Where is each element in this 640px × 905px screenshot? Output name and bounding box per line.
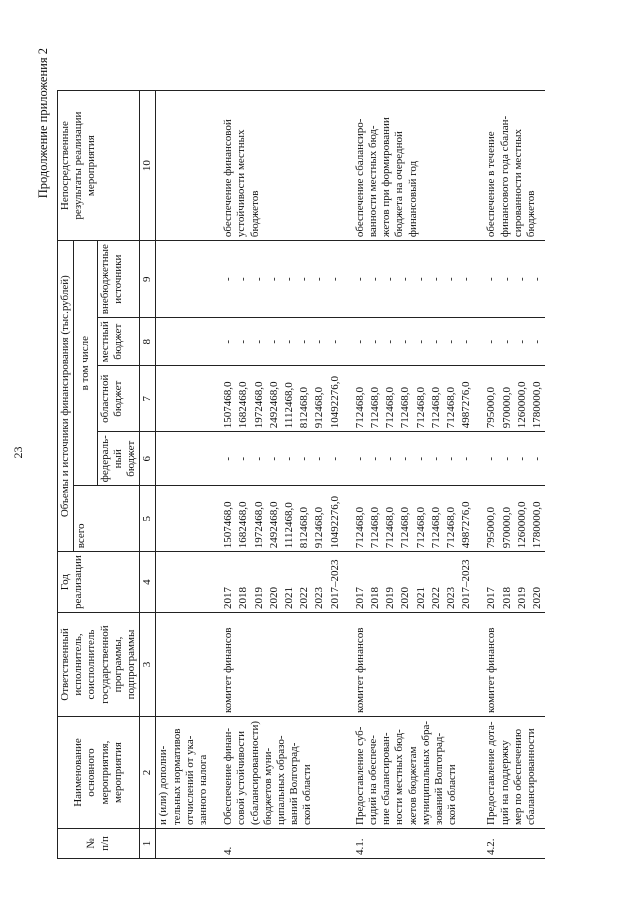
cell-total: 1972468,0	[252, 486, 267, 552]
cell-regional: 712468,0	[353, 366, 368, 432]
cell-offbudget: -	[312, 241, 327, 318]
section-result: обеспечение сбалансиро- ванности местных бюд- жетов при формировании бюджета на очередной финансовый год	[353, 91, 475, 241]
cell-local: -	[484, 318, 499, 366]
header-number-4: 4	[140, 552, 156, 613]
spacer-row	[343, 91, 353, 859]
header-number-1: 1	[140, 829, 156, 859]
cell-local: -	[515, 318, 530, 366]
cell-regional: 970000,0	[500, 366, 515, 432]
cell-offbudget: -	[368, 241, 383, 318]
cell-regional: 712468,0	[414, 366, 429, 432]
header-regional: областной бюджет	[97, 366, 140, 432]
cell-local: -	[500, 318, 515, 366]
cell-federal: -	[312, 432, 327, 486]
cell-regional: 712468,0	[444, 366, 459, 432]
cell-year: 2020	[398, 552, 413, 613]
header-number-7: 7	[140, 366, 156, 432]
header-executor: Ответственный исполнитель, соисполнитель государственной программы, подпрограммы	[58, 613, 140, 717]
header-number-2: 2	[140, 717, 156, 829]
cell-federal: -	[459, 432, 474, 486]
header-num: № п/п	[58, 829, 140, 859]
section-name: Обеспечение финан- совой устойчивости (сбалансированности) бюджетов муни- ципальных образо- ваний Волгоград- ской области	[221, 717, 343, 829]
cell-local: -	[328, 318, 343, 366]
cell-year: 2020	[530, 552, 545, 613]
header-number-row	[140, 91, 156, 859]
cell-regional: 1507468,0	[221, 366, 236, 432]
cell-local: -	[267, 318, 282, 366]
cell-total: 712468,0	[414, 486, 429, 552]
cell-regional: 712468,0	[429, 366, 444, 432]
cell-offbudget: -	[328, 241, 343, 318]
cell-federal: -	[368, 432, 383, 486]
cell-year: 2022	[429, 552, 444, 613]
cell-total: 1260000,0	[515, 486, 530, 552]
cell-year: 2017	[484, 552, 499, 613]
cell-offbudget: -	[267, 241, 282, 318]
section-name: Предоставление суб- сидий на обеспече- ние сбалансирован- ности местных бюд- жетов бюджетам муниципальных обра- зований Волгоград- ской области	[353, 717, 475, 829]
section-number: 4.1.	[353, 829, 475, 859]
cell-year: 2017	[353, 552, 368, 613]
cell-local: -	[297, 318, 312, 366]
cell-federal: -	[282, 432, 297, 486]
cell-local: -	[429, 318, 444, 366]
table-row	[156, 91, 211, 859]
cell-federal: -	[530, 432, 545, 486]
cell-offbudget: -	[221, 241, 236, 318]
header-funding-group: Объемы и источники финансирования (тыс.рублей)	[58, 241, 74, 552]
header-number-8: 8	[140, 318, 156, 366]
table-body	[156, 91, 545, 859]
cell-local: -	[236, 318, 251, 366]
spacer-row	[474, 91, 484, 859]
cell-offbudget: -	[297, 241, 312, 318]
cell-year: 2017–2023	[328, 552, 343, 613]
cell-federal: -	[444, 432, 459, 486]
cell-local: -	[312, 318, 327, 366]
cell-total: 912468,0	[312, 486, 327, 552]
header-offbudget: внебюджетные источники	[97, 241, 140, 318]
cell-year: 2017	[221, 552, 236, 613]
cell-year: 2021	[414, 552, 429, 613]
cell-year: 2018	[500, 552, 515, 613]
cell-regional: 10492276,0	[328, 366, 343, 432]
cell-federal: -	[383, 432, 398, 486]
page-number: 23	[11, 446, 25, 459]
table-header	[58, 91, 156, 859]
table-row	[353, 91, 368, 859]
cell-total: 1682468,0	[236, 486, 251, 552]
cell-offbudget: -	[515, 241, 530, 318]
header-number-5: 5	[140, 486, 156, 552]
cell-local: -	[530, 318, 545, 366]
cell-total: 812468,0	[297, 486, 312, 552]
header-number-10: 10	[140, 91, 156, 241]
cell-total: 712468,0	[368, 486, 383, 552]
header-number-6: 6	[140, 432, 156, 486]
cell-federal: -	[353, 432, 368, 486]
cell-total: 712468,0	[398, 486, 413, 552]
section-number: 4.2.	[484, 829, 545, 859]
header-result: Непосредственные результаты реализации мероприятия	[58, 91, 140, 241]
cell-offbudget: -	[500, 241, 515, 318]
cell-federal: -	[297, 432, 312, 486]
cell-year: 2022	[297, 552, 312, 613]
continuation-note: Продолжение приложения 2	[36, 48, 50, 199]
cell-total: 1780000,0	[530, 486, 545, 552]
cell-year: 2018	[368, 552, 383, 613]
cell-local: -	[353, 318, 368, 366]
cell-federal: -	[414, 432, 429, 486]
cell-federal: -	[252, 432, 267, 486]
cell-local: -	[221, 318, 236, 366]
section-executor: комитет финансов	[353, 613, 475, 717]
carryover-text: и (или) дополни- тельных нормативов отчислений от ука- занного налога	[156, 717, 211, 829]
section-number: 4.	[221, 829, 343, 859]
cell-year: 2023	[444, 552, 459, 613]
section-executor: комитет финансов	[484, 613, 545, 717]
cell-total: 2492468,0	[267, 486, 282, 552]
cell-offbudget: -	[429, 241, 444, 318]
cell-offbudget: -	[484, 241, 499, 318]
cell-total: 1112468,0	[282, 486, 297, 552]
cell-total: 712468,0	[444, 486, 459, 552]
cell-total: 4987276,0	[459, 486, 474, 552]
spacer-row	[211, 91, 221, 859]
cell-offbudget: -	[398, 241, 413, 318]
cell-year: 2017–2023	[459, 552, 474, 613]
cell-year: 2021	[282, 552, 297, 613]
cell-total: 712468,0	[353, 486, 368, 552]
header-local: местный бюджет	[97, 318, 140, 366]
cell-year: 2019	[383, 552, 398, 613]
cell-regional: 712468,0	[383, 366, 398, 432]
cell-regional: 4987276,0	[459, 366, 474, 432]
cell-year: 2019	[252, 552, 267, 613]
cell-federal: -	[236, 432, 251, 486]
cell-local: -	[252, 318, 267, 366]
cell-offbudget: -	[353, 241, 368, 318]
cell-federal: -	[484, 432, 499, 486]
cell-total: 712468,0	[383, 486, 398, 552]
header-number-3: 3	[140, 613, 156, 717]
cell-regional: 1780000,0	[530, 366, 545, 432]
cell-total: 1507468,0	[221, 486, 236, 552]
cell-year: 2019	[515, 552, 530, 613]
cell-offbudget: -	[282, 241, 297, 318]
cell-offbudget: -	[252, 241, 267, 318]
funding-table	[57, 90, 545, 859]
cell-federal: -	[515, 432, 530, 486]
header-including: в том числе	[74, 241, 97, 486]
cell-regional: 2492468,0	[267, 366, 282, 432]
cell-federal: -	[328, 432, 343, 486]
cell-regional: 1112468,0	[282, 366, 297, 432]
cell-federal: -	[398, 432, 413, 486]
header-year: Год реализации	[58, 552, 140, 613]
header-name: Наименование основного мероприятия, мероприятия	[58, 717, 140, 829]
table-row	[484, 91, 499, 859]
cell-offbudget: -	[383, 241, 398, 318]
cell-local: -	[282, 318, 297, 366]
cell-regional: 712468,0	[368, 366, 383, 432]
cell-total: 712468,0	[429, 486, 444, 552]
cell-local: -	[368, 318, 383, 366]
header-federal: федераль- ный бюджет	[97, 432, 140, 486]
cell-total: 795000,0	[484, 486, 499, 552]
cell-year: 2023	[312, 552, 327, 613]
table-row	[221, 91, 236, 859]
section-result: обеспечение финансовой устойчивости местных бюджетов	[221, 91, 343, 241]
cell-federal: -	[267, 432, 282, 486]
section-result: обеспечение в течение финансового года сбалан- сированности местных бюджетов	[484, 91, 545, 241]
cell-regional: 812468,0	[297, 366, 312, 432]
cell-offbudget: -	[414, 241, 429, 318]
cell-total: 10492276,0	[328, 486, 343, 552]
cell-regional: 912468,0	[312, 366, 327, 432]
cell-regional: 712468,0	[398, 366, 413, 432]
cell-local: -	[459, 318, 474, 366]
cell-regional: 1972468,0	[252, 366, 267, 432]
header-total: всего	[74, 486, 140, 552]
cell-year: 2020	[267, 552, 282, 613]
cell-local: -	[444, 318, 459, 366]
cell-offbudget: -	[236, 241, 251, 318]
cell-offbudget: -	[530, 241, 545, 318]
cell-federal: -	[429, 432, 444, 486]
cell-local: -	[383, 318, 398, 366]
cell-offbudget: -	[459, 241, 474, 318]
cell-regional: 795000,0	[484, 366, 499, 432]
cell-local: -	[414, 318, 429, 366]
cell-local: -	[398, 318, 413, 366]
cell-offbudget: -	[444, 241, 459, 318]
section-executor: комитет финансов	[221, 613, 343, 717]
cell-regional: 1260000,0	[515, 366, 530, 432]
section-name: Предоставление дота- ций на поддержку мер по обеспечению сбалансированности	[484, 717, 545, 829]
header-number-9: 9	[140, 241, 156, 318]
cell-regional: 1682468,0	[236, 366, 251, 432]
cell-federal: -	[221, 432, 236, 486]
cell-total: 970000,0	[500, 486, 515, 552]
cell-year: 2018	[236, 552, 251, 613]
cell-federal: -	[500, 432, 515, 486]
